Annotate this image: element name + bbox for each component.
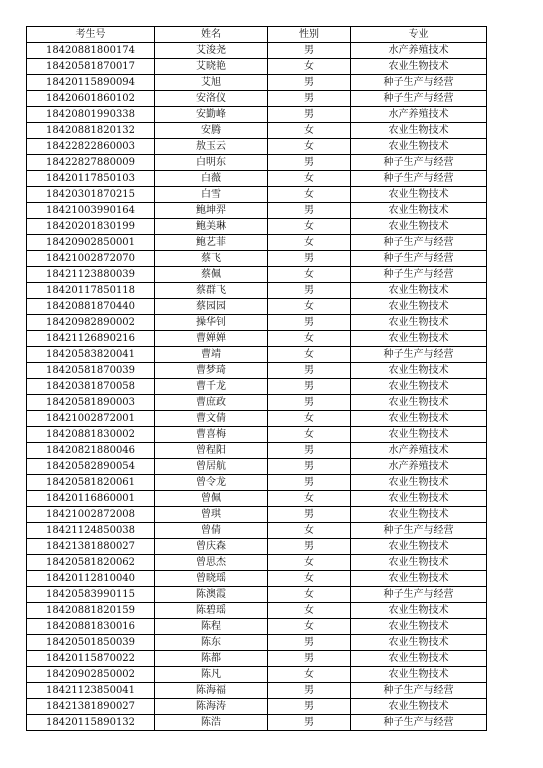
cell-name: 白雪 [155, 187, 268, 203]
cell-name: 曹婵婵 [155, 331, 268, 347]
table-row [27, 43, 487, 59]
table-row [27, 683, 487, 699]
cell-major: 农业生物技术 [351, 571, 487, 587]
cell-gender: 女 [268, 347, 351, 363]
cell-major: 农业生物技术 [351, 699, 487, 715]
cell-gender: 女 [268, 491, 351, 507]
table-row [27, 219, 487, 235]
cell-name: 曾佩 [155, 491, 268, 507]
cell-gender: 男 [268, 459, 351, 475]
cell-major: 农业生物技术 [351, 619, 487, 635]
cell-gender: 男 [268, 379, 351, 395]
cell-exam-number: 18420881820132 [27, 123, 155, 139]
cell-exam-number: 18420115890132 [27, 715, 155, 731]
table-row [27, 267, 487, 283]
cell-name: 曾庆森 [155, 539, 268, 555]
cell-major: 种子生产与经营 [351, 155, 487, 171]
cell-major: 水产养殖技术 [351, 43, 487, 59]
cell-major: 农业生物技术 [351, 315, 487, 331]
header-row [27, 27, 487, 43]
cell-name: 陈浩 [155, 715, 268, 731]
cell-name: 曾倩 [155, 523, 268, 539]
table-row [27, 491, 487, 507]
cell-gender: 女 [268, 571, 351, 587]
table-row [27, 203, 487, 219]
cell-name: 蔡佩 [155, 267, 268, 283]
table-row [27, 347, 487, 363]
cell-exam-number: 18421126890216 [27, 331, 155, 347]
cell-gender: 女 [268, 219, 351, 235]
table-row [27, 251, 487, 267]
cell-gender: 女 [268, 555, 351, 571]
cell-exam-number: 18421002872070 [27, 251, 155, 267]
cell-exam-number: 18420381870058 [27, 379, 155, 395]
cell-name: 曹靖 [155, 347, 268, 363]
cell-gender: 男 [268, 43, 351, 59]
cell-name: 陈程 [155, 619, 268, 635]
table-row [27, 427, 487, 443]
cell-name: 曾晓瑶 [155, 571, 268, 587]
header-exam-number: 考生号 [27, 27, 155, 43]
header-gender: 性别 [268, 27, 351, 43]
cell-major: 农业生物技术 [351, 555, 487, 571]
table-row [27, 123, 487, 139]
cell-gender: 女 [268, 123, 351, 139]
cell-exam-number: 18420115870022 [27, 651, 155, 667]
cell-name: 蔡群飞 [155, 283, 268, 299]
cell-major: 农业生物技术 [351, 379, 487, 395]
cell-major: 农业生物技术 [351, 651, 487, 667]
cell-major: 水产养殖技术 [351, 459, 487, 475]
cell-gender: 男 [268, 443, 351, 459]
cell-name: 白薇 [155, 171, 268, 187]
cell-exam-number: 18420581820061 [27, 475, 155, 491]
cell-exam-number: 18421381890027 [27, 699, 155, 715]
cell-name: 曾思杰 [155, 555, 268, 571]
table-row [27, 107, 487, 123]
table-row [27, 187, 487, 203]
table-row [27, 523, 487, 539]
cell-exam-number: 18420881820159 [27, 603, 155, 619]
cell-major: 种子生产与经营 [351, 75, 487, 91]
cell-major: 农业生物技术 [351, 667, 487, 683]
cell-major: 农业生物技术 [351, 539, 487, 555]
table-row [27, 235, 487, 251]
cell-major: 农业生物技术 [351, 507, 487, 523]
cell-major: 种子生产与经营 [351, 235, 487, 251]
cell-gender: 女 [268, 267, 351, 283]
cell-major: 农业生物技术 [351, 139, 487, 155]
cell-gender: 女 [268, 235, 351, 251]
cell-exam-number: 18421124850038 [27, 523, 155, 539]
cell-exam-number: 18420581870017 [27, 59, 155, 75]
cell-exam-number: 18420881830016 [27, 619, 155, 635]
cell-exam-number: 18421123880039 [27, 267, 155, 283]
cell-major: 种子生产与经营 [351, 683, 487, 699]
cell-major: 种子生产与经营 [351, 171, 487, 187]
cell-exam-number: 18420117850118 [27, 283, 155, 299]
cell-name: 陈澳霞 [155, 587, 268, 603]
cell-name: 安腾 [155, 123, 268, 139]
cell-gender: 男 [268, 539, 351, 555]
table-row [27, 395, 487, 411]
cell-exam-number: 18420801990338 [27, 107, 155, 123]
cell-exam-number: 18420821880046 [27, 443, 155, 459]
table-row [27, 171, 487, 187]
cell-exam-number: 18420902850001 [27, 235, 155, 251]
cell-exam-number: 18420501850039 [27, 635, 155, 651]
cell-exam-number: 18420117850103 [27, 171, 155, 187]
cell-exam-number: 18421381880027 [27, 539, 155, 555]
cell-name: 敖玉云 [155, 139, 268, 155]
header-name: 姓名 [155, 27, 268, 43]
cell-exam-number: 18420112810040 [27, 571, 155, 587]
cell-gender: 女 [268, 187, 351, 203]
cell-gender: 男 [268, 683, 351, 699]
table-row [27, 91, 487, 107]
cell-gender: 男 [268, 651, 351, 667]
cell-gender: 女 [268, 331, 351, 347]
cell-major: 农业生物技术 [351, 491, 487, 507]
cell-name: 曹文倩 [155, 411, 268, 427]
cell-exam-number: 18420601860102 [27, 91, 155, 107]
cell-major: 农业生物技术 [351, 283, 487, 299]
cell-exam-number: 18420301870215 [27, 187, 155, 203]
cell-gender: 女 [268, 59, 351, 75]
cell-gender: 女 [268, 667, 351, 683]
cell-exam-number: 18422822860003 [27, 139, 155, 155]
cell-name: 曹千龙 [155, 379, 268, 395]
cell-name: 鲍美琳 [155, 219, 268, 235]
table-row [27, 699, 487, 715]
cell-name: 陈海涛 [155, 699, 268, 715]
cell-exam-number: 18420583990115 [27, 587, 155, 603]
table-row [27, 507, 487, 523]
cell-name: 安勤峰 [155, 107, 268, 123]
table-row [27, 283, 487, 299]
table-row [27, 139, 487, 155]
cell-major: 种子生产与经营 [351, 587, 487, 603]
table-row [27, 459, 487, 475]
table-row [27, 635, 487, 651]
student-table [26, 26, 487, 731]
cell-gender: 男 [268, 75, 351, 91]
table-row [27, 75, 487, 91]
cell-major: 农业生物技术 [351, 187, 487, 203]
cell-gender: 女 [268, 587, 351, 603]
cell-major: 农业生物技术 [351, 203, 487, 219]
cell-major: 水产养殖技术 [351, 107, 487, 123]
table-row [27, 411, 487, 427]
cell-major: 水产养殖技术 [351, 443, 487, 459]
table-row [27, 667, 487, 683]
cell-gender: 女 [268, 619, 351, 635]
cell-gender: 女 [268, 427, 351, 443]
cell-gender: 男 [268, 475, 351, 491]
cell-gender: 女 [268, 603, 351, 619]
cell-name: 蔡园园 [155, 299, 268, 315]
table-row [27, 59, 487, 75]
cell-major: 种子生产与经营 [351, 91, 487, 107]
cell-gender: 男 [268, 363, 351, 379]
cell-name: 鲍艺菲 [155, 235, 268, 251]
cell-name: 艾旭 [155, 75, 268, 91]
cell-exam-number: 18420581820062 [27, 555, 155, 571]
table-row [27, 363, 487, 379]
cell-gender: 女 [268, 299, 351, 315]
table-row [27, 331, 487, 347]
table-row [27, 587, 487, 603]
cell-gender: 男 [268, 507, 351, 523]
table-row [27, 379, 487, 395]
cell-gender: 女 [268, 523, 351, 539]
header-major: 专业 [351, 27, 487, 43]
cell-gender: 男 [268, 283, 351, 299]
cell-exam-number: 18420582890054 [27, 459, 155, 475]
cell-exam-number: 18421003990164 [27, 203, 155, 219]
cell-exam-number: 18420881870440 [27, 299, 155, 315]
cell-gender: 女 [268, 171, 351, 187]
cell-gender: 男 [268, 203, 351, 219]
cell-name: 陈都 [155, 651, 268, 667]
cell-name: 曾居航 [155, 459, 268, 475]
cell-gender: 男 [268, 699, 351, 715]
table-row [27, 475, 487, 491]
cell-major: 农业生物技术 [351, 427, 487, 443]
cell-major: 农业生物技术 [351, 411, 487, 427]
cell-exam-number: 18420581890003 [27, 395, 155, 411]
cell-name: 曹庶政 [155, 395, 268, 411]
cell-name: 曹喜梅 [155, 427, 268, 443]
cell-name: 曾琪 [155, 507, 268, 523]
cell-major: 农业生物技术 [351, 59, 487, 75]
cell-gender: 女 [268, 411, 351, 427]
cell-exam-number: 18421002872008 [27, 507, 155, 523]
cell-gender: 女 [268, 139, 351, 155]
cell-exam-number: 18420902850002 [27, 667, 155, 683]
cell-name: 安洛仪 [155, 91, 268, 107]
cell-major: 农业生物技术 [351, 219, 487, 235]
cell-exam-number: 18421123850041 [27, 683, 155, 699]
cell-major: 种子生产与经营 [351, 715, 487, 731]
table-row [27, 315, 487, 331]
cell-major: 农业生物技术 [351, 395, 487, 411]
table-body [27, 43, 487, 731]
table-row [27, 603, 487, 619]
cell-exam-number: 18420583820041 [27, 347, 155, 363]
cell-name: 白明东 [155, 155, 268, 171]
cell-exam-number: 18420881830002 [27, 427, 155, 443]
cell-name: 曾令龙 [155, 475, 268, 491]
cell-major: 种子生产与经营 [351, 267, 487, 283]
cell-exam-number: 18420115890094 [27, 75, 155, 91]
cell-exam-number: 18420116860001 [27, 491, 155, 507]
cell-name: 陈碧瑶 [155, 603, 268, 619]
table-row [27, 571, 487, 587]
cell-gender: 男 [268, 635, 351, 651]
cell-name: 操华钊 [155, 315, 268, 331]
table-row [27, 299, 487, 315]
cell-exam-number: 18421002872001 [27, 411, 155, 427]
cell-name: 蔡飞 [155, 251, 268, 267]
cell-exam-number: 18420581870039 [27, 363, 155, 379]
cell-major: 农业生物技术 [351, 123, 487, 139]
table-row [27, 651, 487, 667]
cell-name: 曹梦琦 [155, 363, 268, 379]
table-row [27, 715, 487, 731]
table-row [27, 555, 487, 571]
cell-name: 艾浚尧 [155, 43, 268, 59]
cell-major: 农业生物技术 [351, 475, 487, 491]
cell-exam-number: 18422827880009 [27, 155, 155, 171]
cell-gender: 男 [268, 715, 351, 731]
cell-major: 种子生产与经营 [351, 347, 487, 363]
cell-name: 陈凡 [155, 667, 268, 683]
table-row [27, 539, 487, 555]
cell-gender: 男 [268, 395, 351, 411]
cell-gender: 男 [268, 91, 351, 107]
cell-exam-number: 18420881800174 [27, 43, 155, 59]
cell-exam-number: 18420982890002 [27, 315, 155, 331]
cell-major: 农业生物技术 [351, 603, 487, 619]
cell-gender: 男 [268, 107, 351, 123]
cell-exam-number: 18420201830199 [27, 219, 155, 235]
table-row [27, 155, 487, 171]
cell-major: 种子生产与经营 [351, 251, 487, 267]
table-row [27, 619, 487, 635]
cell-major: 农业生物技术 [351, 331, 487, 347]
cell-major: 农业生物技术 [351, 299, 487, 315]
cell-name: 陈海福 [155, 683, 268, 699]
cell-gender: 男 [268, 251, 351, 267]
cell-name: 艾晓艳 [155, 59, 268, 75]
cell-name: 鲍坤羿 [155, 203, 268, 219]
cell-name: 陈东 [155, 635, 268, 651]
cell-gender: 男 [268, 315, 351, 331]
cell-name: 曾程阳 [155, 443, 268, 459]
table-row [27, 443, 487, 459]
cell-major: 农业生物技术 [351, 363, 487, 379]
cell-major: 农业生物技术 [351, 635, 487, 651]
cell-major: 种子生产与经营 [351, 523, 487, 539]
cell-gender: 男 [268, 155, 351, 171]
